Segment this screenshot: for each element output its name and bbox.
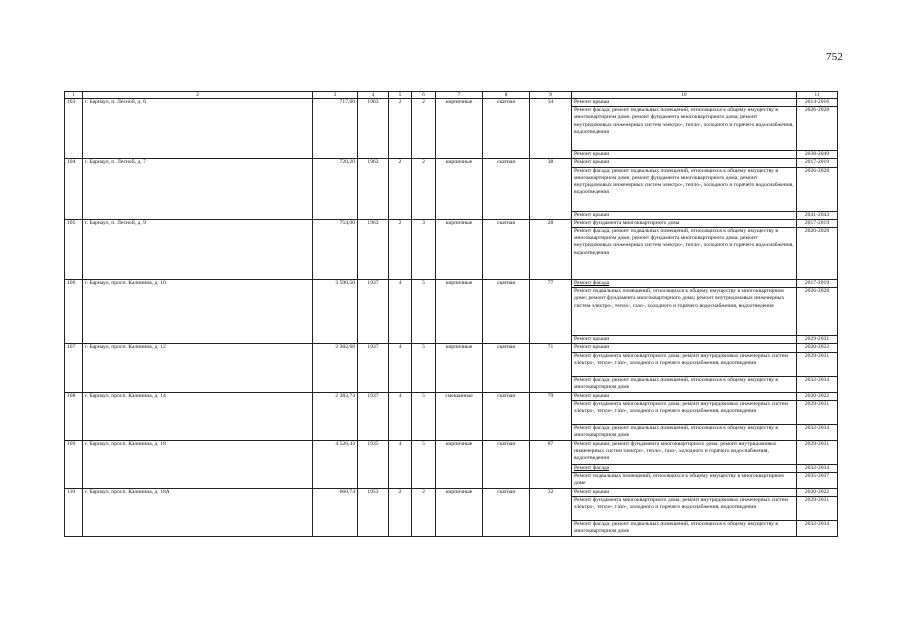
year-cell: 1937: [358, 280, 389, 344]
column-numbers-row: [65, 92, 838, 99]
column-number: 4: [358, 92, 389, 99]
roof-cell: скатная: [483, 392, 530, 440]
entrances-cell: 5: [412, 440, 436, 488]
wall-material-cell: кирпичные: [436, 344, 483, 392]
work-description-cell: Ремонт фасада: [572, 464, 797, 472]
entrances-cell: 2: [412, 159, 436, 219]
table-row: [65, 440, 838, 464]
row-number: 110: [65, 489, 83, 537]
apartments-cell: 38: [530, 159, 572, 219]
work-period-cell: 2014-2016: [797, 99, 838, 107]
work-period-cell: 2017-2019: [797, 219, 838, 227]
table-row: [65, 280, 838, 288]
row-number: 108: [65, 392, 83, 440]
column-number: 11: [797, 92, 838, 99]
floors-cell: 4: [389, 392, 412, 440]
year-cell: 1953: [358, 489, 389, 537]
capital-repair-table: [64, 91, 838, 537]
work-description-cell: Ремонт фасада; ремонт подвальных помещений, относящихся к общему имуществу в многоквартирном доме: [572, 424, 797, 440]
work-period-cell: 2017-2019: [797, 280, 838, 288]
wall-material-cell: кирпичные: [436, 280, 483, 344]
apartments-cell: 77: [530, 280, 572, 344]
row-number: 103: [65, 99, 83, 159]
work-description-cell: Ремонт фасада: [572, 280, 797, 288]
work-description-cell: Ремонт подвальных помещений, относящихся к общему имуществу в многоквартирном доме; ремонт фундамента многоквартирного дома; ремонт внутридомовых инженерных систем электро-, тепло-, газо-, холодного и горячего водоснабжения, водоотведения: [572, 288, 797, 336]
apartments-cell: 87: [530, 440, 572, 488]
work-description-cell: Ремонт крыши: [572, 99, 797, 107]
apartments-cell: 32: [530, 489, 572, 537]
work-description-cell: Ремонт крыши: [572, 151, 797, 159]
area-cell: 754,00: [313, 219, 358, 279]
work-period-cell: 2032-2034: [797, 424, 838, 440]
work-period-cell: 2029-2031: [797, 336, 838, 344]
year-cell: 1963: [358, 219, 389, 279]
work-period-cell: 2032-2034: [797, 521, 838, 537]
entrances-cell: 2: [412, 489, 436, 537]
area-cell: 4 526,43: [313, 440, 358, 488]
work-description-cell: Ремонт фасада; ремонт подвальных помещений, относящихся к общему имуществу в многоквартирном доме: [572, 376, 797, 392]
floors-cell: 2: [389, 99, 412, 159]
wall-material-cell: кирпичные: [436, 440, 483, 488]
column-number: 6: [412, 92, 436, 99]
year-cell: 1963: [358, 159, 389, 219]
column-number: 1: [65, 92, 83, 99]
column-number: 7: [436, 92, 483, 99]
work-description-cell: Ремонт фундамента многоквартирного дома; ремонт внутридомовых инженерных систем электро-, тепло-, газо-, холодного и горячего водоснабжения, водоотведения: [572, 497, 797, 521]
table-row: [65, 489, 838, 497]
entrances-cell: 2: [412, 99, 436, 159]
address-cell: г. Барнаул, п. Лесной, д. 9: [83, 219, 313, 279]
floors-cell: 2: [389, 159, 412, 219]
floors-cell: 4: [389, 344, 412, 392]
column-number: 10: [572, 92, 797, 99]
work-description-cell: Ремонт фасада; ремонт подвальных помещений, относящихся к общему имуществу в многоквартирном доме: [572, 521, 797, 537]
roof-cell: скатная: [483, 440, 530, 488]
wall-material-cell: кирпичные: [436, 489, 483, 537]
wall-material-cell: кирпичные: [436, 159, 483, 219]
work-description-cell: Ремонт фундамента многоквартирного дома; ремонт внутридомовых инженерных систем электро-, тепло-, газо-, холодного и горячего водоснабжения, водоотведения: [572, 400, 797, 424]
table-row: [65, 344, 838, 352]
floors-cell: 2: [389, 219, 412, 279]
wall-material-cell: смешанные: [436, 392, 483, 440]
row-number: 104: [65, 159, 83, 219]
work-description-cell: Ремонт фундамента многоквартирного дома; ремонт внутридомовых инженерных систем электро-, тепло-, газо-, холодного и горячего водоснабжения, водоотведения: [572, 352, 797, 376]
column-number: 8: [483, 92, 530, 99]
work-period-cell: 2026-2028: [797, 107, 838, 151]
table-row: [65, 219, 838, 227]
work-period-cell: 2026-2028: [797, 288, 838, 336]
address-cell: г. Барнаул, просп. Калинина, д. 10: [83, 280, 313, 344]
work-description-cell: Ремонт крыши: [572, 211, 797, 219]
work-period-cell: 2020-2022: [797, 392, 838, 400]
row-number: 109: [65, 440, 83, 488]
work-period-cell: 2032-2034: [797, 464, 838, 472]
work-description-cell: Ремонт фасада; ремонт подвальных помещений, относящихся к общему имуществу в многоквартирном доме; ремонт фундамента многоквартирного дома; ремонт внутридомовых инженерных систем электро-, тепло-, холодного и горячего водоснабжения, водоотведения: [572, 228, 797, 280]
roof-cell: скатная: [483, 489, 530, 537]
area-cell: 2 383,73: [313, 392, 358, 440]
address-cell: г. Барнаул, просп. Калинина, д. 12: [83, 344, 313, 392]
roof-cell: скатная: [483, 344, 530, 392]
column-number: 2: [83, 92, 313, 99]
work-period-cell: 2026-2028: [797, 228, 838, 280]
work-description-cell: Ремонт крыши; ремонт фундамента многоквартирного дома; ремонт внутридомовых инженерных систем электро-, тепло-, газо-, холодного и горячего водоснабжения, водоотведения: [572, 440, 797, 464]
wall-material-cell: кирпичные: [436, 219, 483, 279]
address-cell: г. Барнаул, просп. Калинина, д. 18А: [83, 489, 313, 537]
apartments-cell: 34: [530, 99, 572, 159]
work-period-cell: 2029-2031: [797, 440, 838, 464]
address-cell: г. Барнаул, п. Лесной, д. 6: [83, 99, 313, 159]
entrances-cell: 3: [412, 219, 436, 279]
work-description-cell: Ремонт фундамента многоквартирного дома: [572, 219, 797, 227]
work-period-cell: 2026-2028: [797, 167, 838, 211]
work-description-cell: Ремонт крыши: [572, 489, 797, 497]
work-description-cell: Ремонт подвальных помещений, относящихся к общему имуществу в многоквартирном доме: [572, 473, 797, 489]
work-period-cell: 2017-2019: [797, 159, 838, 167]
work-description-cell: Ремонт крыши: [572, 392, 797, 400]
area-cell: 660,74: [313, 489, 358, 537]
year-cell: 1937: [358, 344, 389, 392]
floors-cell: 4: [389, 440, 412, 488]
work-period-cell: 2032-2034: [797, 376, 838, 392]
table-body: [65, 92, 838, 537]
area-cell: 3 590,50: [313, 280, 358, 344]
wall-material-cell: кирпичные: [436, 99, 483, 159]
entrances-cell: 5: [412, 392, 436, 440]
apartments-cell: 28: [530, 219, 572, 279]
year-cell: 1937: [358, 392, 389, 440]
work-period-cell: 2041-2043: [797, 211, 838, 219]
address-cell: г. Барнаул, п. Лесной, д. 7: [83, 159, 313, 219]
row-number: 105: [65, 219, 83, 279]
work-description-cell: Ремонт фасада; ремонт подвальных помещений, относящихся к общему имуществу в многоквартирном доме; ремонт фундамента многоквартирного дома; ремонт внутридомовых инженерных систем электро-, тепло-, холодного и горячего водоснабжения, водоотведения: [572, 107, 797, 151]
table-row: [65, 392, 838, 400]
column-number: 9: [530, 92, 572, 99]
table-row: [65, 99, 838, 107]
year-cell: 1963: [358, 99, 389, 159]
row-number: 107: [65, 344, 83, 392]
work-period-cell: 2038-2040: [797, 151, 838, 159]
work-description-cell: Ремонт фасада; ремонт подвальных помещений, относящихся к общему имуществу в многоквартирном доме; ремонт фундамента многоквартирного дома; ремонт внутридомовых инженерных систем электро-, тепло-, холодного и горячего водоснабжения, водоотведения: [572, 167, 797, 211]
work-period-cell: 2035-2037: [797, 473, 838, 489]
roof-cell: скатная: [483, 99, 530, 159]
work-period-cell: 2020-2022: [797, 489, 838, 497]
area-cell: 720,20: [313, 159, 358, 219]
column-number: 3: [313, 92, 358, 99]
work-period-cell: 2020-2022: [797, 344, 838, 352]
area-cell: 2 382,68: [313, 344, 358, 392]
work-description-cell: Ремонт крыши: [572, 336, 797, 344]
roof-cell: скатная: [483, 280, 530, 344]
entrances-cell: 5: [412, 280, 436, 344]
roof-cell: скатная: [483, 219, 530, 279]
address-cell: г. Барнаул, просп. Калинина, д. 18: [83, 440, 313, 488]
work-period-cell: 2029-2031: [797, 352, 838, 376]
work-description-cell: Ремонт крыши: [572, 344, 797, 352]
work-description-cell: Ремонт крыши: [572, 159, 797, 167]
entrances-cell: 5: [412, 344, 436, 392]
row-number: 106: [65, 280, 83, 344]
page-number: 752: [826, 51, 844, 63]
apartments-cell: 79: [530, 392, 572, 440]
column-number: 5: [389, 92, 412, 99]
roof-cell: скатная: [483, 159, 530, 219]
floors-cell: 4: [389, 280, 412, 344]
area-cell: 717,60: [313, 99, 358, 159]
apartments-cell: 71: [530, 344, 572, 392]
floors-cell: 2: [389, 489, 412, 537]
table-row: [65, 159, 838, 167]
work-period-cell: 2029-2031: [797, 400, 838, 424]
work-period-cell: 2029-2031: [797, 497, 838, 521]
address-cell: г. Барнаул, просп. Калинина, д. 14: [83, 392, 313, 440]
year-cell: 1935: [358, 440, 389, 488]
